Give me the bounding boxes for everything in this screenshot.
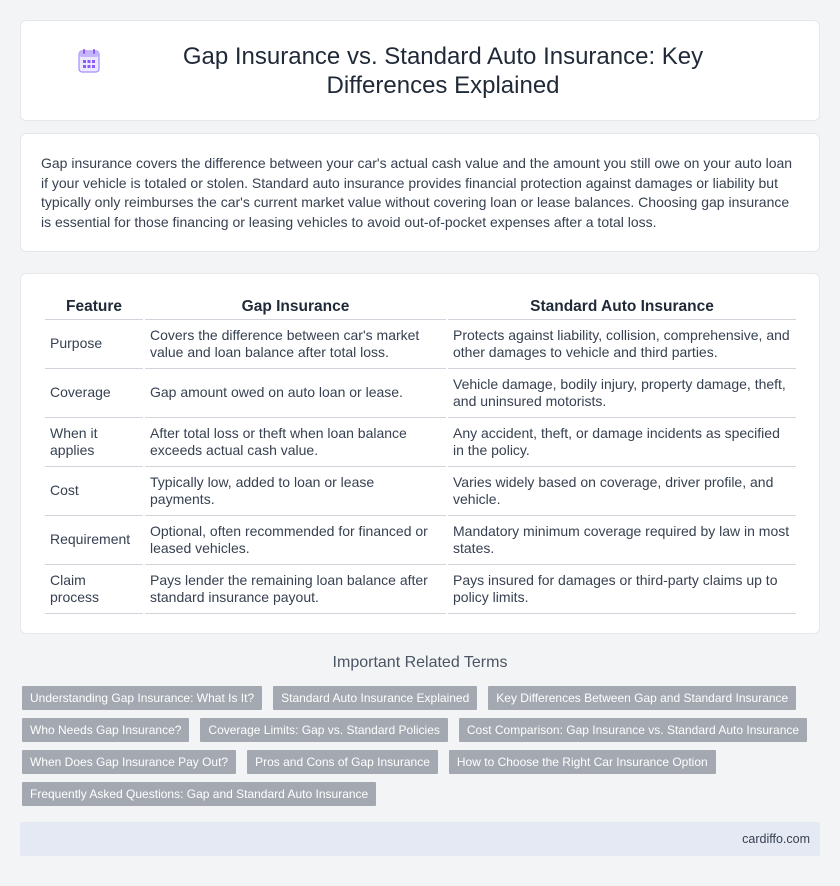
standard-cell: Vehicle damage, bodily injury, property damage, theft, and uninsured motorists. <box>448 369 796 418</box>
standard-cell: Pays insured for damages or third-party claims up to policy limits. <box>448 565 796 614</box>
gap-cell: Gap amount owed on auto loan or lease. <box>145 369 446 418</box>
related-term-tag[interactable]: Pros and Cons of Gap Insurance <box>247 750 438 774</box>
intro-text: Gap insurance covers the difference between your car's actual cash value and the amount you still owe on your auto loan if your vehicle is totaled or stolen. Standard auto insurance provides financial protection against damages or liability but typically only reimburses the car's current market value without covering loan or lease balances. Choosing gap insurance is essential for those financing or leasing vehicles to avoid out-of-pocket expenses after a total loss. <box>41 155 793 230</box>
gap-cell: Optional, often recommended for financed or leased vehicles. <box>145 516 446 565</box>
standard-cell: Varies widely based on coverage, driver profile, and vehicle. <box>448 467 796 516</box>
column-header: Feature <box>45 296 143 320</box>
column-header: Gap Insurance <box>145 296 446 320</box>
feature-cell: When it applies <box>45 418 143 467</box>
related-terms-title: Important Related Terms <box>332 654 508 671</box>
related-term-tag[interactable]: Standard Auto Insurance Explained <box>273 686 477 710</box>
feature-cell: Coverage <box>45 369 143 418</box>
header-card <box>20 20 820 121</box>
comparison-card <box>20 273 820 634</box>
gap-cell: Typically low, added to loan or lease payments. <box>145 467 446 516</box>
footer-site-link[interactable]: cardiffo.com <box>742 832 810 846</box>
standard-cell: Any accident, theft, or damage incidents as specified in the policy. <box>448 418 796 467</box>
feature-cell: Claim process <box>45 565 143 614</box>
table-row <box>45 320 796 369</box>
page-title: Gap Insurance vs. Standard Auto Insurance: Key Differences Explained <box>182 42 704 99</box>
feature-cell: Cost <box>45 467 143 516</box>
related-term-tag[interactable]: Coverage Limits: Gap vs. Standard Policies <box>200 718 447 742</box>
feature-cell: Purpose <box>45 320 143 369</box>
table-header-row <box>45 296 796 320</box>
related-term-tag[interactable]: Who Needs Gap Insurance? <box>22 718 189 742</box>
standard-cell: Protects against liability, collision, comprehensive, and other damages to vehicle and third parties. <box>448 320 796 369</box>
comparison-table <box>43 296 798 614</box>
related-term-tag[interactable]: Understanding Gap Insurance: What Is It? <box>22 686 262 710</box>
table-row <box>45 369 796 418</box>
related-term-tag[interactable]: How to Choose the Right Car Insurance Option <box>449 750 716 774</box>
intro-card <box>20 133 820 252</box>
table-row <box>45 418 796 467</box>
table-row <box>45 565 796 614</box>
gap-cell: Covers the difference between car's market value and loan balance after total loss. <box>145 320 446 369</box>
related-term-tag[interactable]: Cost Comparison: Gap Insurance vs. Standard Auto Insurance <box>459 718 807 742</box>
footer <box>20 822 820 856</box>
related-term-tag[interactable]: When Does Gap Insurance Pay Out? <box>22 750 236 774</box>
column-header: Standard Auto Insurance <box>448 296 796 320</box>
gap-cell: Pays lender the remaining loan balance after standard insurance payout. <box>145 565 446 614</box>
related-term-tag[interactable]: Frequently Asked Questions: Gap and Standard Auto Insurance <box>22 782 376 806</box>
feature-cell: Requirement <box>45 516 143 565</box>
standard-cell: Mandatory minimum coverage required by law in most states. <box>448 516 796 565</box>
table-row <box>45 516 796 565</box>
gap-cell: After total loss or theft when loan balance exceeds actual cash value. <box>145 418 446 467</box>
related-term-tag[interactable]: Key Differences Between Gap and Standard Insurance <box>488 686 796 710</box>
related-terms-list <box>22 686 822 814</box>
table-row <box>45 467 796 516</box>
calendar-icon <box>77 48 101 79</box>
